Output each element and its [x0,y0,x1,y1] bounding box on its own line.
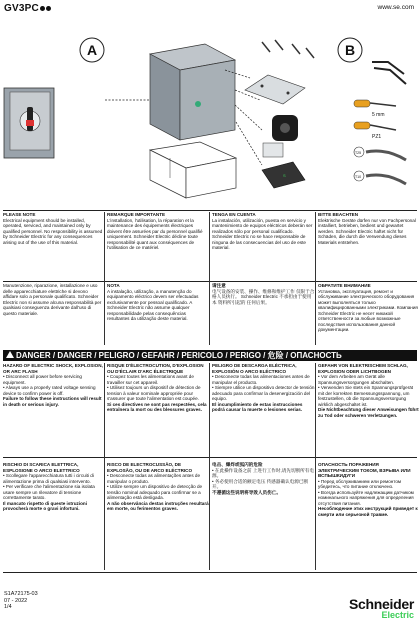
screws-icon [262,40,314,58]
notice-body: Electrical equipment should be installed, operated, serviced, and maintained only by qualified personnel. No responsibility is assumed by Schneider Electric for any consequences arising out of the use of this material. [3,217,103,245]
notice-title: 请注意 [212,283,226,288]
danger-title: RISQUE D'ÉLECTROCUTION, D'EXPLOSION OU D'ÉCLAIR D'ARC ÉLECTRIQUE [107,363,204,374]
danger-item: • Verwenden Sie stets ein Spannungsprüfgerät mit der korrekten Bemessungsspannung, um festzustellen, ob die Spannungsversorgung wirklich abgeschaltet ist. [318,385,414,407]
danger-warning: Несоблюдение этих инструкций приведет к смерти или серьезной травме. [318,506,418,517]
screwdriver-pz1-icon [354,122,396,130]
installation-illustration [0,30,420,202]
danger-title: RISCO DE ELECTROCUSSÃO, DE EXPLOSÃO, OU DE ARCO ELÉCTRICO [107,462,193,473]
danger-it [0,462,104,570]
notice-title: ОБРАТИТЕ ВНИМАНИЕ [318,283,371,288]
hex-key-icon [372,62,406,84]
page-number: 1/4 [4,604,12,610]
danger-item: • Siempre utilice un dispositivo detector de tensión adecuado para confirmar la desenergización del equipo. [212,385,315,401]
notice-zh [209,283,315,345]
notice-body: Установка, эксплуатация, ремонт и обслуживание электрического оборудования может выполняться только квалифицированными электриками. Компания Schneider Electric не несет никакой ответственности за любые возможные последствия использования данной документации. [318,288,418,332]
danger-item: • 在此操作设备之前 上进行工作时,请先切断所有电源。 [212,467,314,478]
column-divider [315,212,316,345]
brand-name: Schneider [349,596,414,612]
notice-body: Manutenzione, riparazione, installazione e uso delle apparecchiature elettriche si devono affidare solo a personale qualificato. Schneider Electric non si assume alcuna responsabilità per qualsiasi conseguenza derivante dall'uso di questo materiale. [3,283,102,316]
danger-title: 电击、爆炸或弧闪的危险 [212,462,263,467]
step-b-label: B [344,42,356,58]
enclosure-product-icon [4,88,54,158]
danger-item: • Disconnect all power before servicing equipment. [3,374,82,385]
column-divider [104,212,105,345]
dot-icon [40,6,45,11]
danger-ru [315,462,420,570]
danger-item: • Always use a properly rated voltage sensing device to confirm power is off. [3,385,96,396]
danger-item: • Utilisez toujours un dispositif de détection de tension à valeur nominale appropriée pour s'assurer que toute l'alimentation est coupée. [107,385,201,401]
notice-title: NOTA [107,283,120,288]
danger-pt [104,462,209,570]
danger-zh [209,462,315,570]
danger-warning: Failure to follow these instructions will result in death or serious injury. [3,396,102,407]
danger-de [315,363,420,453]
notice-es [209,212,315,280]
column-divider [104,363,105,570]
danger-item: • Scollegare l'apparecchiatura tutti i circuiti di alimentazione prima di qualsiasi intervento. [3,473,94,484]
divider [3,457,417,458]
notice-de [315,212,420,280]
warning-triangle-icon [6,351,14,358]
divider [3,210,417,211]
screwdriver-5mm-icon [354,100,396,107]
danger-item: • Перед обслуживанием или ремонтом убедитесь, что питание отключено. [318,478,402,489]
divider [3,281,417,282]
notice-body: A instalação, utilização, a manutenção do equipamento eléctrico devem ser efectuadas exclusivamente por pessoal qualificado. A Schneider Electric não assume qualquer responsabilidade pelas consequências resultantes da utilização deste material. [107,288,199,321]
danger-item: • Desconecte todas as alimentações antes de manipular o produto. [107,473,201,484]
danger-es [209,363,315,453]
danger-item: • Desconecte todas las alimentaciones antes de manipular el producto. [212,374,310,385]
danger-item: • Всегда используйте надлежащим датчиком номинального напряжения для определения отсутствия питания. [318,489,414,506]
notice-en [0,212,104,280]
open-enclosure-icon [150,44,236,198]
svg-text:S: S [283,173,286,178]
danger-title: RISCHIO DI SCARICA ELETTRICA, ESPLOSIONE O ARCO ELETTRICO [3,462,80,473]
column-divider [209,363,210,570]
notice-title: TENGA EN CUENTA [212,212,256,217]
notice-body: 电气设备的安装、操作、维修和维护工作 仅限于合格人员执行。 Schneider Electric 不承担由于使用本 资料所引起的 任何后果。 [212,288,315,305]
column-divider [315,363,316,570]
product-code: GV3PC [4,3,51,14]
danger-item: • Vor dem Arbeiten am Gerät alle Spannungsversorgungen abschalten. [318,374,395,385]
danger-en [0,363,104,453]
danger-title: GEFAHR VON ELEKTRISCHEM SCHLAG, EXPLOSION ODER LICHTBOGEN [318,363,408,374]
notice-body: Elektrische Geräte dürfen nur von Fachpersonal installiert, betrieben, bedient und gewartet werden. Schneider Electric haftet nicht für Schäden, die durch die Verwendung dieses Materials entstehen. [318,217,416,245]
cable-gland-icon [263,115,298,157]
back-plate-icon [262,162,305,188]
divider [3,572,417,573]
mounting-plate-icon [245,75,305,104]
danger-item: • Utilize sempre um dispositivo de detecção de tensão nominal adequado para confirmar se a alimentação está desligada. [107,484,203,500]
notice-pt [104,283,209,345]
danger-warning: Il mancato rispetto di queste istruzioni provocherà morte o gravi infortuni. [3,500,87,511]
notice-fr [104,212,209,280]
danger-warning: El incumplimiento de estas instrucciones podrá causar la muerte o lesiones serias. [212,401,303,412]
danger-banner [3,350,417,361]
document-info [4,591,38,611]
tool-label-5mm: 5 mm [372,112,385,118]
dot-icon [46,6,51,11]
danger-title: PELIGRO DE DESCARGA ELÉCTRICA, EXPLOSIÓN O ARCO ELÉCTRICO [212,363,297,374]
torx-t10-icon [354,171,406,184]
danger-banner-text: DANGER / DANGER / PELIGRO / GEFAHR / PERICOLO / PERIGO / 危险 / ОПАСНОСТЬ [16,351,342,360]
notice-title: REMARQUE IMPORTANTE [107,212,166,217]
tool-label-t10: T10 [355,175,362,179]
notice-body: L'installation, l'utilisation, la réparation et la maintenance des équipements électriques doivent être assurées par du personnel qualifié uniquement. Schneider Electric décline toute responsabilité quant aux conséquences de l'utilisation de ce matériel. [107,217,203,250]
danger-title: HAZARD OF ELECTRIC SHOCK, EXPLOSION, OR ARC FLASH [3,363,103,374]
danger-fr [104,363,209,453]
danger-warning: 不遵循这些说明将导致人员伤亡。 [212,489,281,495]
brand-subtitle: Electric [381,610,414,620]
notice-it [0,283,104,345]
torx-t25-icon [354,147,406,160]
step-a-label: A [86,42,98,58]
tool-label-t25: T25 [355,151,362,155]
danger-item: • 务必使用合适的额定电压 传感器确认电源已断开。 [212,478,309,489]
notice-title: BITTE BEACHTEN [318,212,359,217]
danger-item: • Per verificare che l'alimentazione sia isolata usare sempre un rilevatore di tensione correttamente tarato. [3,484,95,500]
column-divider [209,212,210,345]
danger-warning: Die Nichtbeachtung dieser Anweisungen führt zu Tod oder schweren Verletzungen. [318,407,419,418]
danger-title: ОПАСНОСТЬ ПОРАЖЕНИЯ ЭЛЕКТРИЧЕСКИМ ТОКОМ, ВЗРЫВА ИЛИ ВСПЫШКИДУГИ [318,462,411,478]
notice-title: PLEASE NOTE [3,212,36,217]
website-url: www.se.com [377,4,414,11]
schneider-logo [349,596,414,620]
danger-item: • Coupez toutes les alimentations avant de travailler sur cet appareil. [107,374,194,385]
document-date: 07 - 2022 [4,597,28,604]
notice-ru [315,283,420,345]
notice-body: La instalación, utilización, puesta en servicio y mantenimiento de equipos eléctricos deberán ser realizados sólo por personal cualificado. Schneider Electric no se hace responsable de ninguna de las consecuencias del uso de este material. [212,217,313,250]
document-number: S1A72175-03 [4,591,38,597]
tool-label-pz1: PZ1 [372,134,382,140]
danger-warning: A não observância destas instruções resultará em morte, ou ferimentos graves. [107,500,209,511]
danger-warning: Si ces directives ne sont pas respectées, cela entraînera la mort ou des blessures graves. [107,401,207,412]
